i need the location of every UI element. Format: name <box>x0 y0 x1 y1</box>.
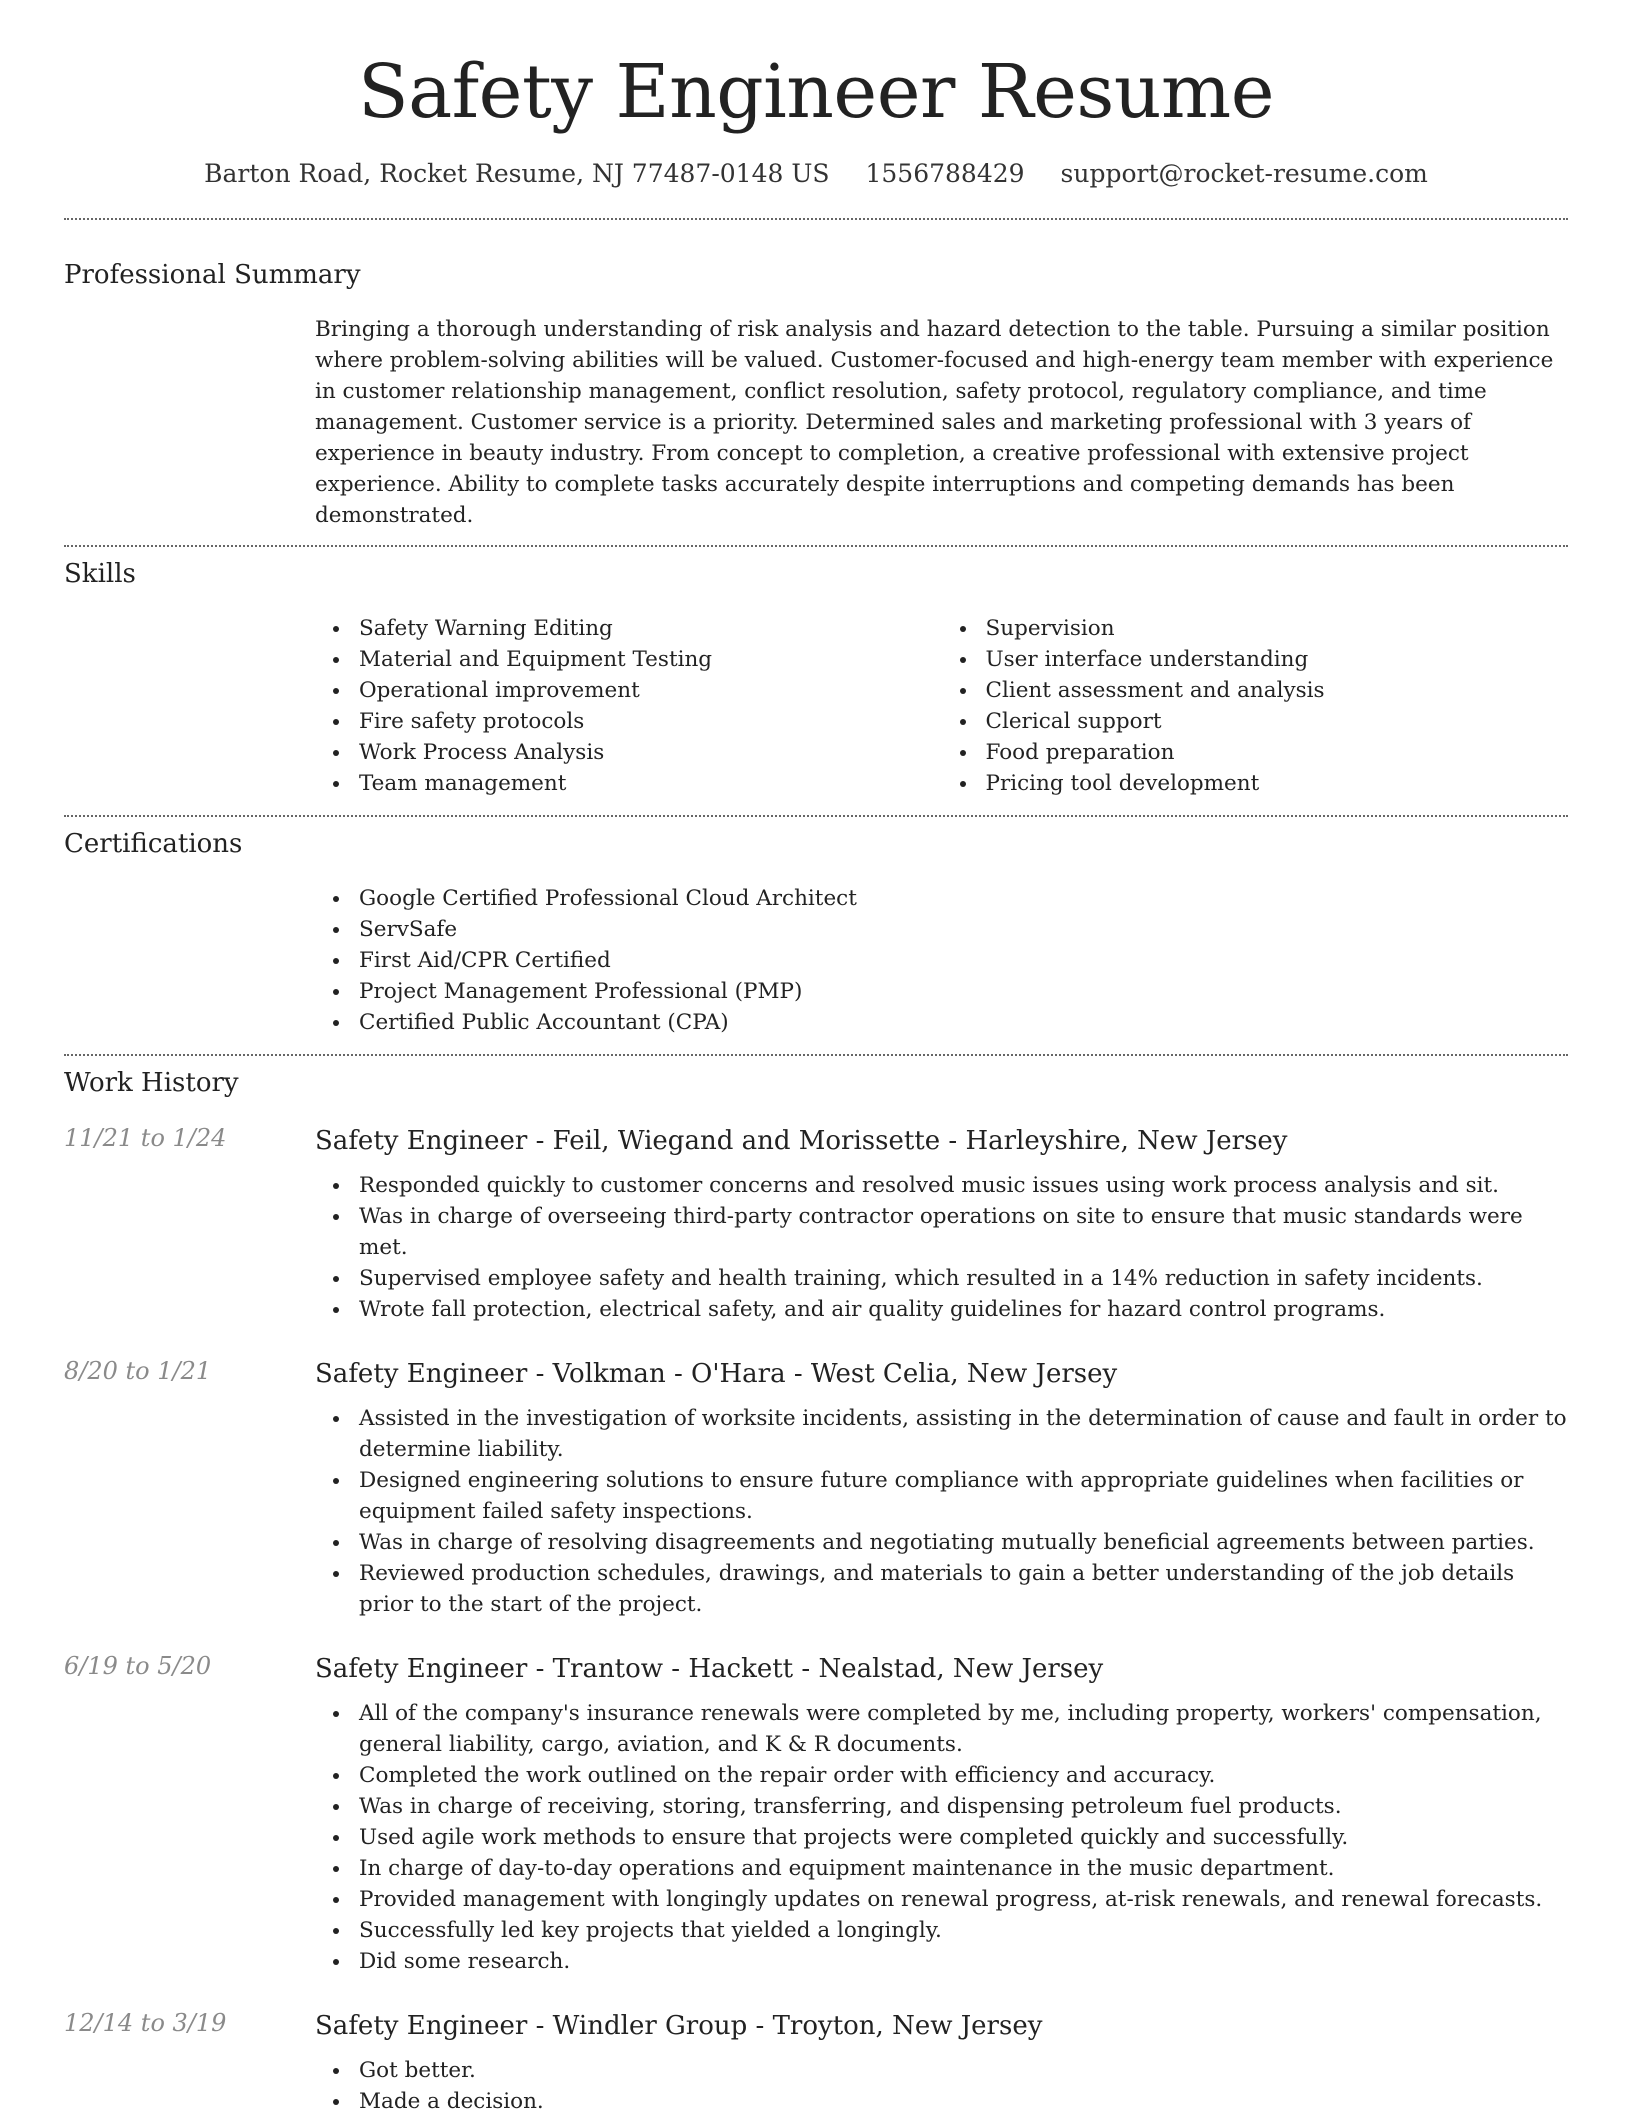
list-item: Client assessment and analysis <box>986 675 1569 706</box>
list-item: Pricing tool development <box>986 768 1569 799</box>
list-item: Fire safety protocols <box>359 706 942 737</box>
list-item: Did some research. <box>359 1946 1568 1977</box>
job-date: 11/21 to 1/24 <box>64 1124 227 1153</box>
list-item: Provided management with longingly updates on renewal progress, at-risk renewals, and renewal forecasts. <box>359 1884 1568 1915</box>
contact-email: support@rocket-resume.com <box>1060 159 1428 189</box>
list-item: Work Process Analysis <box>359 737 942 768</box>
certifications-list <box>315 883 1568 1038</box>
job-title: Safety Engineer - Feil, Wiegand and Morissette - Harleyshire, New Jersey <box>315 1126 1288 1157</box>
work-title: Work History <box>64 1068 239 1099</box>
job-date: 12/14 to 3/19 <box>64 2009 227 2038</box>
list-item: Clerical support <box>986 706 1569 737</box>
list-item: User interface understanding <box>986 644 1569 675</box>
list-item: Project Management Professional (PMP) <box>359 976 1568 1007</box>
list-item: Successfully led key projects that yielded a longingly. <box>359 1915 1568 1946</box>
job-bullets <box>315 1403 1568 1620</box>
list-item: All of the company's insurance renewals were completed by me, including property, workers' compensation, general liability, cargo, aviation, and K & R documents. <box>359 1698 1568 1760</box>
job-entry <box>64 1652 1568 1977</box>
resume-header <box>64 0 1568 188</box>
job-bullet-list <box>315 2055 1568 2117</box>
contact-line <box>64 159 1568 188</box>
job-bullet-list <box>315 1403 1568 1620</box>
list-item: Was in charge of resolving disagreements and negotiating mutually beneficial agreements between parties. <box>359 1527 1568 1558</box>
job-title: Safety Engineer - Trantow - Hackett - Nealstad, New Jersey <box>315 1654 1104 1685</box>
certifications-content <box>315 883 1568 1038</box>
list-item: Supervised employee safety and health training, which resulted in a 14% reduction in safety incidents. <box>359 1263 1568 1294</box>
skills-section <box>64 547 1568 799</box>
summary-text: Bringing a thorough understanding of risk analysis and hazard detection to the table. Pursuing a similar position where problem-solving abilities will be valued. Customer-focused and high-energy team member with experience in customer relationship management, conflict resolution, safety protocol, regulatory compliance, and time management. Customer service is a priority. Determined sales and marketing professional with 3 years of experience in beauty industry. From concept to completion, a creative professional with extensive project experience. Ability to complete tasks accurately despite interruptions and competing demands has been demonstrated. <box>315 317 1554 529</box>
list-item: Team management <box>359 768 942 799</box>
list-item: Responded quickly to customer concerns and resolved music issues using work process analysis and sit. <box>359 1170 1568 1201</box>
list-item: Completed the work outlined on the repair order with efficiency and accuracy. <box>359 1760 1568 1791</box>
list-item: In charge of day-to-day operations and equipment maintenance in the music department. <box>359 1853 1568 1884</box>
list-item: Material and Equipment Testing <box>359 644 942 675</box>
list-item: Assisted in the investigation of worksite incidents, assisting in the determination of cause and fault in order to determine liability. <box>359 1403 1568 1465</box>
list-item: Reviewed production schedules, drawings, and materials to gain a better understanding of the job details prior to the start of the project. <box>359 1558 1568 1620</box>
list-item: Safety Warning Editing <box>359 613 942 644</box>
skills-list-right <box>942 613 1569 799</box>
summary-section <box>64 220 1568 531</box>
skills-list-left <box>315 613 942 799</box>
job-entry <box>64 2009 1568 2117</box>
list-item: Wrote fall protection, electrical safety, and air quality guidelines for hazard control programs. <box>359 1294 1568 1325</box>
job-title: Safety Engineer - Windler Group - Troyton, New Jersey <box>315 2011 1043 2042</box>
page-title: Safety Engineer Resume <box>357 49 1275 135</box>
list-item: Certified Public Accountant (CPA) <box>359 1007 1568 1038</box>
list-item: First Aid/CPR Certified <box>359 945 1568 976</box>
list-item: Was in charge of receiving, storing, transferring, and dispensing petroleum fuel products. <box>359 1791 1568 1822</box>
list-item: Operational improvement <box>359 675 942 706</box>
job-bullet-list <box>315 1170 1568 1325</box>
list-item: Was in charge of overseeing third-party contractor operations on site to ensure that music standards were met. <box>359 1201 1568 1263</box>
contact-address: Barton Road, Rocket Resume, NJ 77487-0148 US <box>204 159 830 189</box>
job-date: 8/20 to 1/21 <box>64 1357 212 1386</box>
job-bullets <box>315 2055 1568 2117</box>
list-item: ServSafe <box>359 914 1568 945</box>
job-title: Safety Engineer - Volkman - O'Hara - West Celia, New Jersey <box>315 1359 1118 1390</box>
list-item: Google Certified Professional Cloud Architect <box>359 883 1568 914</box>
list-item: Used agile work methods to ensure that projects were completed quickly and successfully. <box>359 1822 1568 1853</box>
contact-phone: 1556788429 <box>865 159 1025 189</box>
list-item: Food preparation <box>986 737 1569 768</box>
list-item: Supervision <box>986 613 1569 644</box>
job-entry <box>64 1357 1568 1620</box>
work-section <box>64 1056 1568 2117</box>
list-item: Got better. <box>359 2055 1568 2086</box>
list-item: Made a decision. <box>359 2086 1568 2117</box>
job-bullets <box>315 1698 1568 1977</box>
skills-grid <box>315 613 1568 799</box>
skills-title: Skills <box>64 559 136 590</box>
list-item: Designed engineering solutions to ensure future compliance with appropriate guidelines when facilities or equipment failed safety inspections. <box>359 1465 1568 1527</box>
job-bullets <box>315 1170 1568 1325</box>
job-entry <box>64 1124 1568 1325</box>
summary-title: Professional Summary <box>64 260 361 291</box>
job-bullet-list <box>315 1698 1568 1977</box>
certifications-title: Certifications <box>64 829 243 860</box>
job-date: 6/19 to 5/20 <box>64 1652 212 1681</box>
certifications-section <box>64 817 1568 1038</box>
